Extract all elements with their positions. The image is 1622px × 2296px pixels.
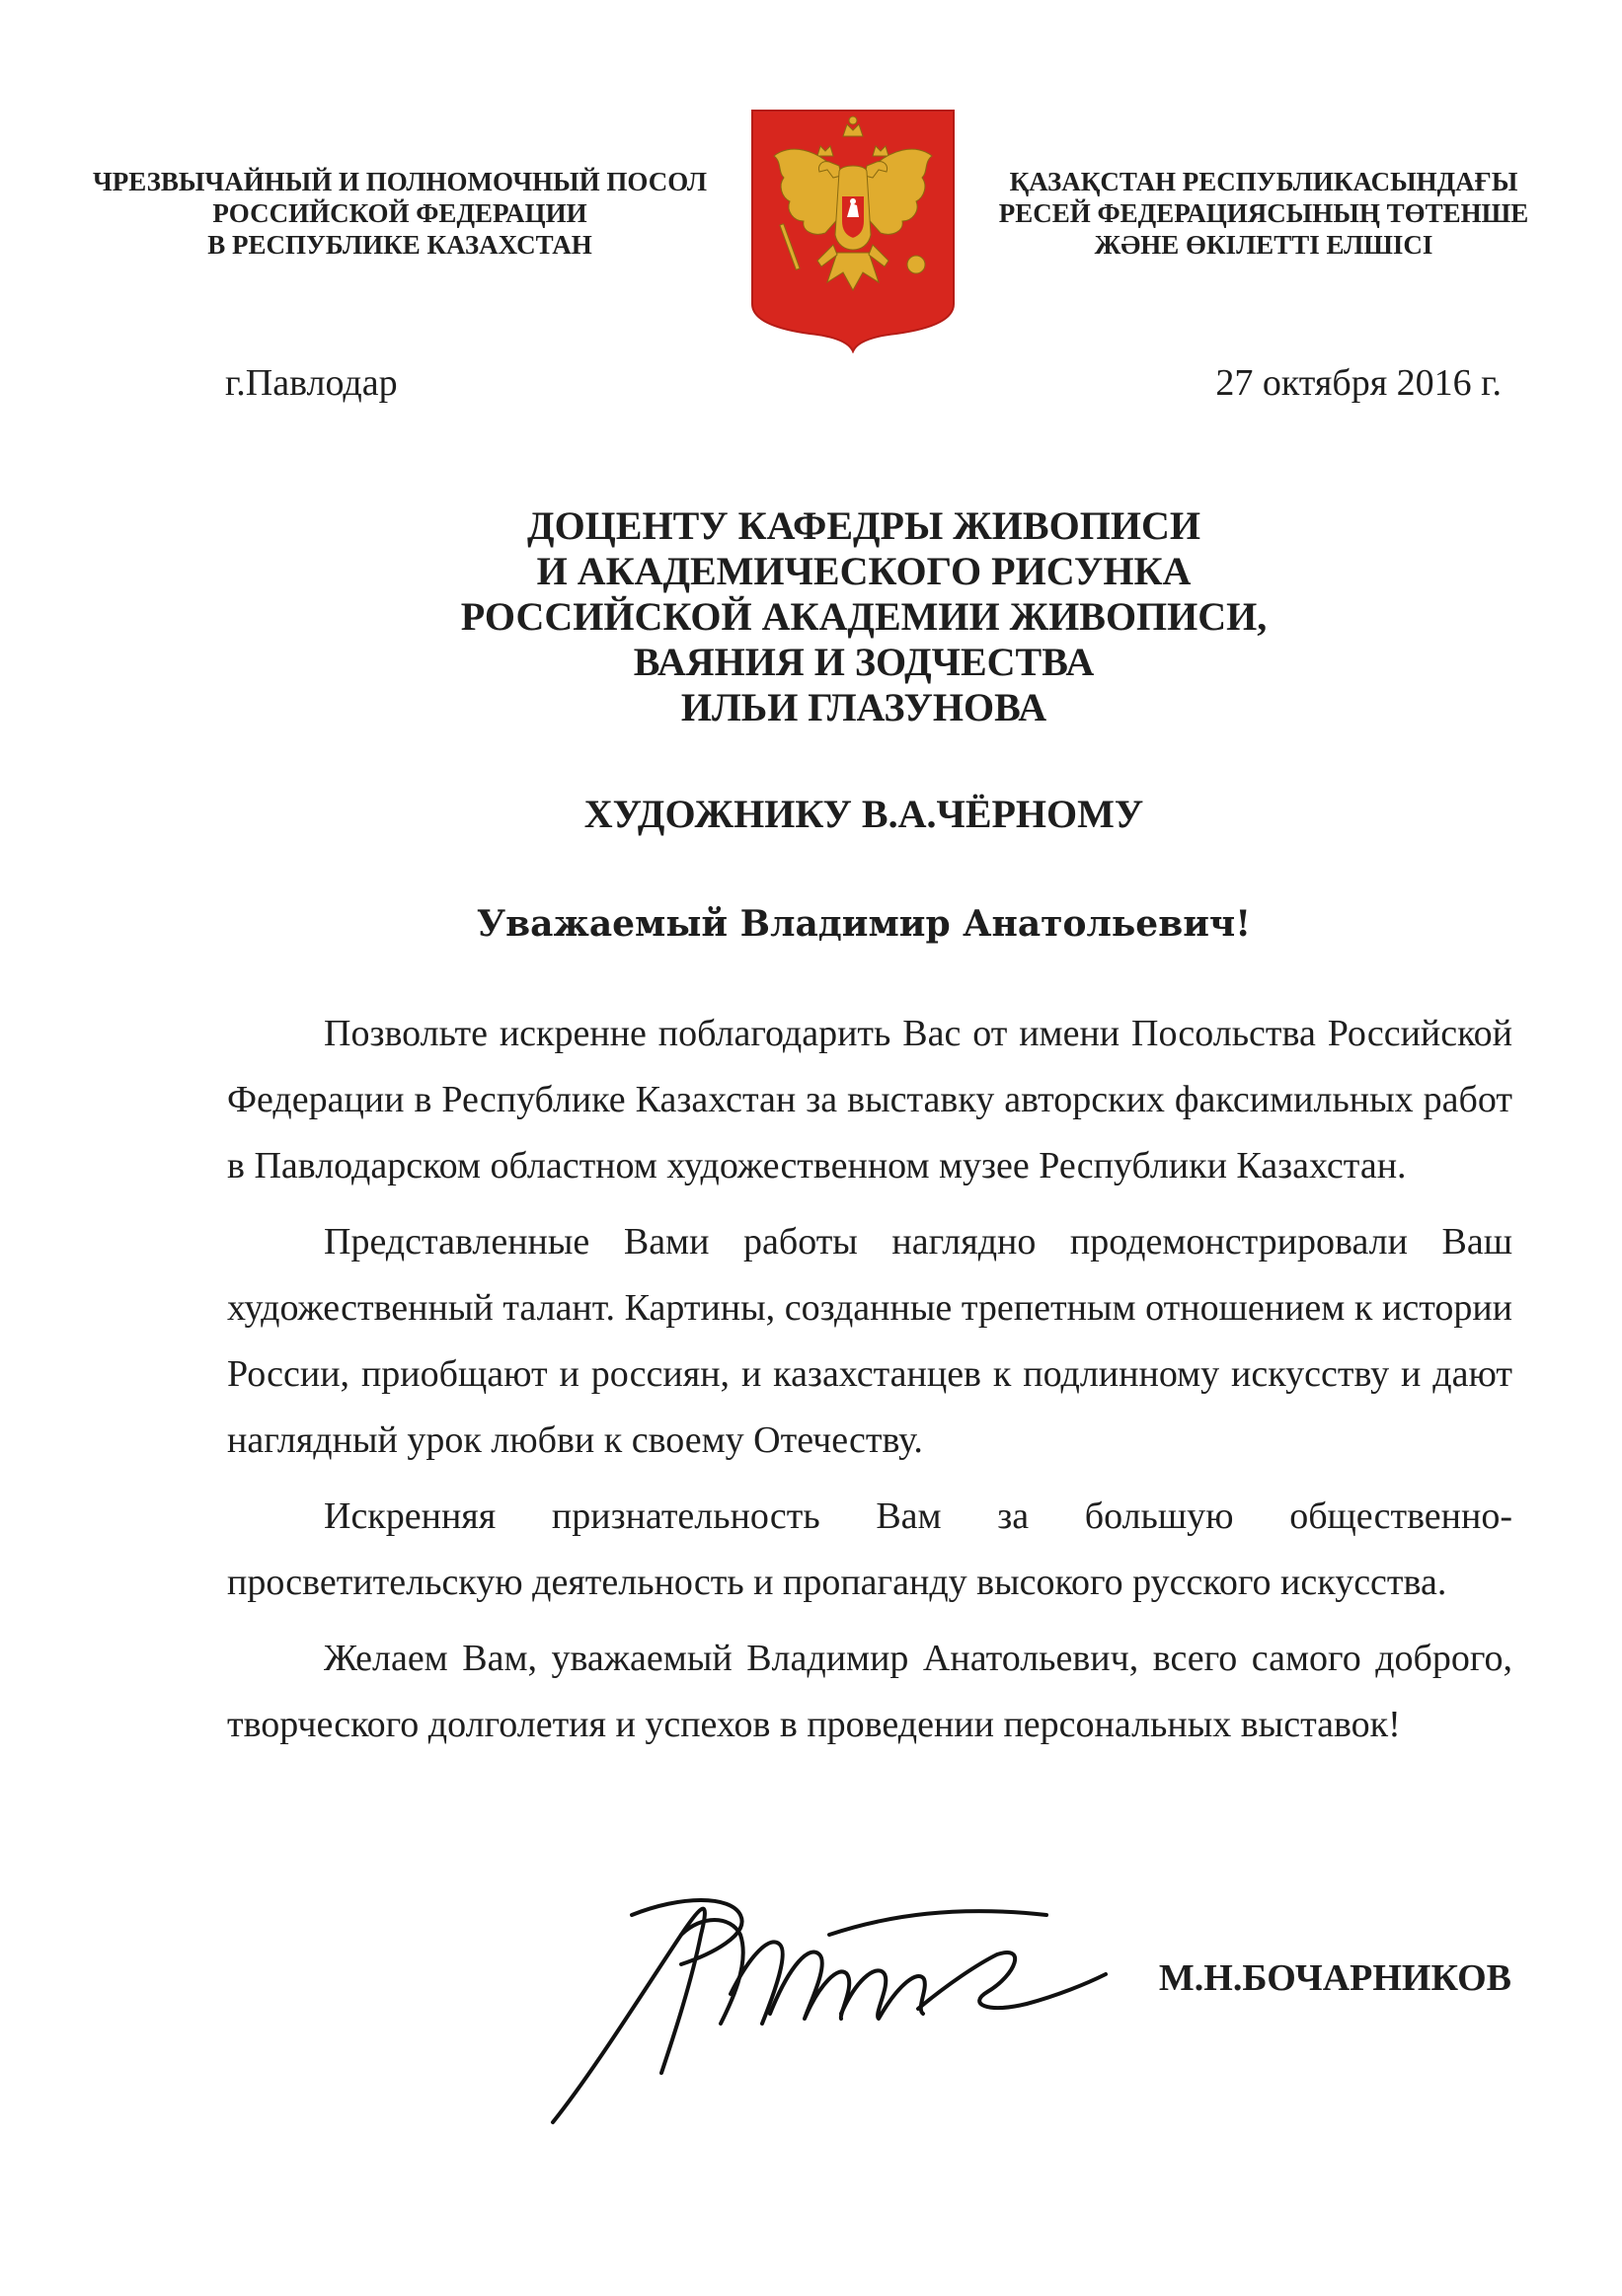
salutation: Уважаемый Владимир Анатольевич! [476,903,1252,945]
coat-of-arms-of-russia-icon [748,107,958,353]
letter-body [227,1001,1512,1768]
letter-date: 27 октября 2016 г. [1215,362,1502,404]
sender-title-line: В РЕСПУБЛИКЕ КАЗАХСТАН [207,230,592,260]
handwritten-signature-icon [533,1875,1116,2132]
sender-title-line: РОССИЙСКОЙ ФЕДЕРАЦИИ [212,198,587,228]
sender-title-line: ЧРЕЗВЫЧАЙНЫЙ И ПОЛНОМОЧНЫЙ ПОСОЛ [92,167,708,196]
body-paragraph: Представленные Вами работы наглядно продемонстрировали Ваш художественный талант. Картины, созданные трепетным отношением к истории России, приобщают и россиян, и казахстанцев к подлинному искусству и дают наглядный урок любви к своему Отечеству. [227,1221,1512,1461]
addressee-line: РОССИЙСКОЙ АКАДЕМИИ ЖИВОПИСИ, [460,594,1268,639]
sender-title-line: ЖӘНЕ ӨКІЛЕТТІ ЕЛШІСІ [1094,230,1433,260]
addressee-line: ВАЯНИЯ И ЗОДЧЕСТВА [633,640,1095,684]
addressee-line: ИЛЬИ ГЛАЗУНОВА [680,685,1047,729]
body-paragraph: Позвольте искренне поблагодарить Вас от имени Посольства Российской Федерации в Республике Казахстан за выставку авторских факсимильных работ в Павлодарском областном художественном музее Республики Казахстан. [227,1013,1512,1186]
sender-title-russian [69,166,731,261]
body-paragraph: Искренняя признательность Вам за большую общественно-просветительскую деятельность и пропаганду высокого русского искусства. [227,1495,1512,1603]
sender-title-line: РЕСЕЙ ФЕДЕРАЦИЯСЫНЫҢ ТӨТЕНШЕ [998,198,1529,228]
recipient-name: ХУДОЖНИКУ В.А.ЧЁРНОМУ [583,792,1144,836]
sender-title-kazakh [967,166,1560,261]
addressee-block [217,503,1510,730]
body-paragraph: Желаем Вам, уважаемый Владимир Анатольевич, всего самого доброго, творческого долголетия и успехов в проведении персональных выставок! [227,1638,1512,1745]
sender-title-line: ҚАЗАҚСТАН РЕСПУБЛИКАСЫНДАҒЫ [1009,167,1518,196]
city: г.Павлодар [225,362,398,404]
addressee-line: ДОЦЕНТУ КАФЕДРЫ ЖИВОПИСИ [527,503,1200,548]
addressee-line: И АКАДЕМИЧЕСКОГО РИСУНКА [536,549,1192,593]
signatory-name: М.Н.БОЧАРНИКОВ [1158,1957,1511,1999]
